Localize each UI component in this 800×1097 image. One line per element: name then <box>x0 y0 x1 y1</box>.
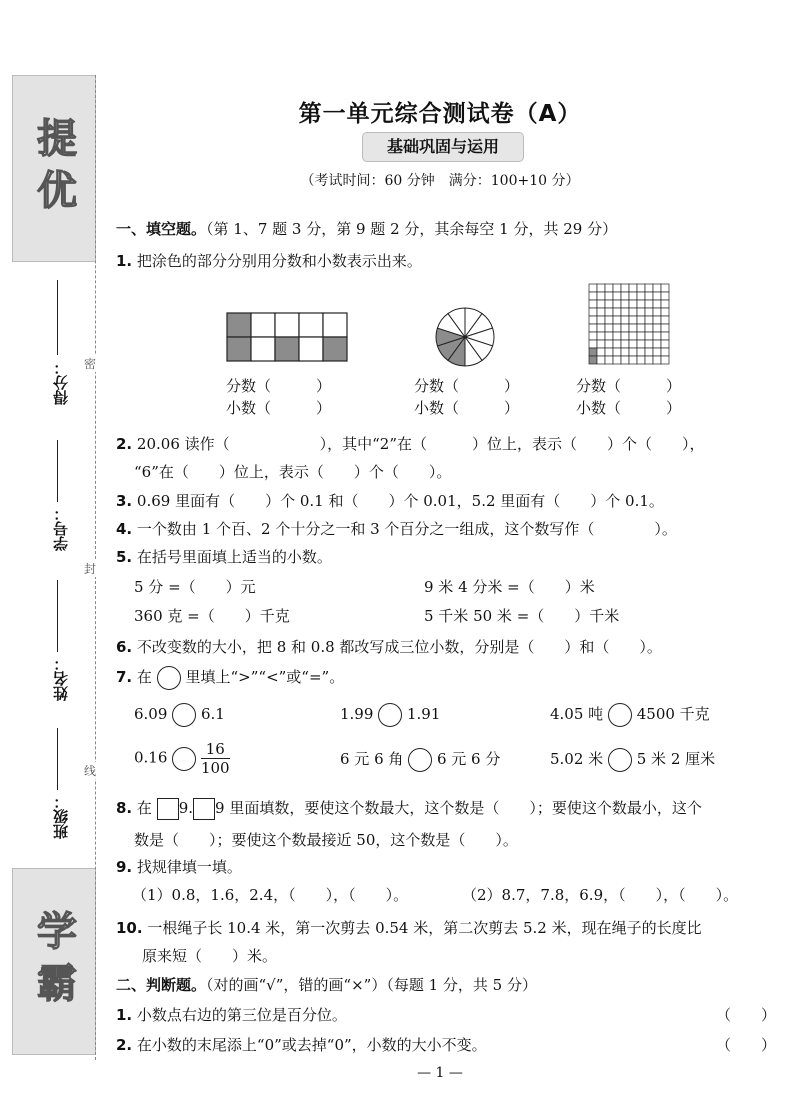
blank-cell <box>645 340 653 348</box>
class-line <box>57 728 58 790</box>
blank-cell <box>589 340 597 348</box>
shaded-cell <box>323 337 347 361</box>
blank-cell <box>589 300 597 308</box>
blank-cell <box>597 300 605 308</box>
student-number-label: 学号： <box>52 506 70 551</box>
compare-circle-icon[interactable] <box>608 703 632 727</box>
q7-prefix: 在 <box>136 668 152 686</box>
q8-line2: 数是（ ）；要使这个数最接近 50，这个数是（ ）。 <box>134 831 518 849</box>
q2-number: 2. <box>116 435 133 453</box>
student-number-field[interactable] <box>30 440 90 570</box>
compare-circle-icon[interactable] <box>172 703 196 727</box>
blank-cell <box>661 284 669 292</box>
seal-mark-feng: 封 <box>84 562 97 576</box>
judge-1-number: 1. <box>116 1006 133 1024</box>
q1-grid-figure <box>588 283 672 367</box>
blank-cell <box>613 292 621 300</box>
q1-c-fraction: 分数（ ） <box>576 377 682 395</box>
judge-item-2[interactable] <box>116 1034 776 1055</box>
blank-cell <box>629 300 637 308</box>
blank-cell <box>605 356 613 364</box>
blank-cell <box>597 348 605 356</box>
q6-number: 6. <box>116 638 133 656</box>
name-field[interactable] <box>30 580 90 720</box>
blank-cell <box>645 292 653 300</box>
q2-line1: 20.06 读作（ ），其中“2”在（ ）位上，表示（ ）个（ ）， <box>136 435 705 453</box>
blank-cell <box>605 340 613 348</box>
blank-cell <box>299 313 323 337</box>
student-number-line <box>57 440 58 502</box>
q10[interactable] <box>116 914 702 970</box>
blank-cell <box>653 356 661 364</box>
q1-circle-figure <box>434 306 496 368</box>
blank-cell <box>629 348 637 356</box>
q3-text: 0.69 里面有（ ）个 0.1 和（ ）个 0.01，5.2 里面有（ ）个 0.1。 <box>136 492 664 510</box>
q7 <box>116 666 344 690</box>
q1-text: 把涂色的部分分别用分数和小数表示出来。 <box>136 252 422 270</box>
name-line <box>57 580 58 652</box>
q7-cmp-2[interactable] <box>340 703 440 727</box>
blank-cell <box>645 332 653 340</box>
blank-cell <box>251 313 275 337</box>
blank-cell <box>613 284 621 292</box>
score-label: 得分： <box>52 360 70 405</box>
section2-note: （对的画“√”，错的画“×”）（每题 1 分，共 5 分） <box>206 976 537 994</box>
q10-line2: 原来短（ ）米。 <box>142 947 278 965</box>
blank-cell <box>613 348 621 356</box>
blank-cell <box>645 348 653 356</box>
blank-cell <box>589 316 597 324</box>
q5-item-3[interactable]: 360 克 =（ ）千克 <box>134 607 290 625</box>
blank-cell <box>637 356 645 364</box>
score-line <box>57 280 58 355</box>
q2[interactable] <box>116 430 705 486</box>
blank-cell <box>621 292 629 300</box>
q4-text: 一个数由 1 个百、2 个十分之一和 3 个百分之一组成，这个数写作（ ）。 <box>136 520 677 538</box>
seal-mark-xian: 线 <box>84 764 97 778</box>
blank-cell <box>605 308 613 316</box>
q1-answer-b[interactable] <box>414 375 519 419</box>
blank-cell <box>613 308 621 316</box>
blank-cell <box>637 340 645 348</box>
q9-part2[interactable]: （2）8.7，7.8，6.9，（ ），（ ）。 <box>462 886 739 904</box>
blank-cell <box>653 316 661 324</box>
compare-circle-icon[interactable] <box>408 748 432 772</box>
blank-cell <box>653 340 661 348</box>
q5-item-4[interactable]: 5 千米 50 米 =（ ）千米 <box>424 607 620 625</box>
blank-cell <box>637 332 645 340</box>
judge-2-answer[interactable]: （ ） <box>715 1036 776 1054</box>
blank-cell <box>323 313 347 337</box>
section1-heading: 一、填空题。 <box>116 220 207 238</box>
q7-fraction <box>201 740 230 777</box>
blank-cell <box>589 308 597 316</box>
q5 <box>116 546 332 567</box>
blank-cell <box>597 284 605 292</box>
blank-cell <box>629 356 637 364</box>
blank-cell <box>637 308 645 316</box>
blank-cell <box>629 324 637 332</box>
bottom-brand-text: 学霸 <box>30 909 77 1014</box>
blank-cell <box>605 284 613 292</box>
blank-cell <box>621 356 629 364</box>
section1-heading-line <box>116 218 617 239</box>
blank-cell <box>605 332 613 340</box>
judge-item-1[interactable] <box>116 1004 776 1025</box>
q9 <box>116 856 242 877</box>
blank-cell <box>629 340 637 348</box>
q9-part1[interactable]: （1）0.8，1.6，2.4，（ ），（ ）。 <box>132 886 409 904</box>
q6[interactable] <box>116 636 662 657</box>
blank-cell <box>637 316 645 324</box>
blank-cell <box>637 324 645 332</box>
shaded-cell <box>589 356 597 364</box>
blank-cell <box>629 308 637 316</box>
q7-1-left: 6.09 <box>134 705 168 723</box>
blank-cell <box>661 324 669 332</box>
blank-cell <box>621 300 629 308</box>
compare-circle-icon[interactable] <box>378 703 402 727</box>
blank-cell <box>629 292 637 300</box>
score-field[interactable] <box>30 280 90 430</box>
blank-cell <box>645 316 653 324</box>
q3-number: 3. <box>116 492 133 510</box>
q1-a-decimal: 小数（ ） <box>226 399 332 417</box>
blank-cell <box>613 332 621 340</box>
q8[interactable] <box>116 792 702 856</box>
blank-cell <box>645 356 653 364</box>
q8-prefix: 在 <box>136 799 152 817</box>
bottom-brand-box <box>12 868 96 1055</box>
q7-3-right: 4500 千克 <box>636 705 710 723</box>
q6-text: 不改变数的大小，把 8 和 0.8 都改写成三位小数，分别是（ ）和（ ）。 <box>136 638 662 656</box>
q7-3-left: 4.05 吨 <box>550 705 604 723</box>
page-title: 第一单元综合测试卷（A） <box>298 101 582 127</box>
q5-item-2[interactable]: 9 米 4 分米 =（ ）米 <box>424 578 595 596</box>
blank-cell <box>629 332 637 340</box>
shaded-cell <box>227 313 251 337</box>
judge-1-text: 小数点右边的第三位是百分位。 <box>136 1006 347 1024</box>
blank-cell <box>597 356 605 364</box>
blank-cell <box>661 316 669 324</box>
blank-cell <box>597 332 605 340</box>
q7-6-right: 5 米 2 厘米 <box>636 750 716 768</box>
q7-2-right: 1.91 <box>406 705 441 723</box>
blank-cell <box>613 340 621 348</box>
blank-cell <box>589 284 597 292</box>
blank-cell <box>653 292 661 300</box>
blank-cell <box>661 356 669 364</box>
q7-cmp-3[interactable] <box>550 703 710 727</box>
q10-line1: 一根绳子长 10.4 米，第一次剪去 0.54 米，第二次剪去 5.2 米，现在绳子的长度比 <box>147 919 702 937</box>
q9-text: 找规律填一填。 <box>136 858 242 876</box>
q1 <box>116 250 422 271</box>
blank-cell <box>299 337 323 361</box>
blank-cell <box>251 337 275 361</box>
blank-cell <box>661 332 669 340</box>
blank-cell <box>637 292 645 300</box>
blank-cell <box>629 284 637 292</box>
q7-suffix: 里填上“>”“<”或“=”。 <box>185 668 345 686</box>
class-field[interactable] <box>30 728 90 863</box>
blank-cell <box>621 316 629 324</box>
q2-line2: “6”在（ ）位上，表示（ ）个（ ）。 <box>134 463 452 481</box>
q3[interactable] <box>116 490 664 511</box>
blank-cell <box>661 292 669 300</box>
blank-cell <box>621 348 629 356</box>
q7-number: 7. <box>116 668 133 686</box>
exam-info: （考试时间：60 分钟 满分：100+10 分） <box>300 173 580 189</box>
q1-answer-c[interactable] <box>576 375 681 419</box>
q7-4-left: 0.16 <box>134 748 168 767</box>
q8-mid1: 9. <box>178 799 194 817</box>
blank-cell <box>605 292 613 300</box>
blank-cell <box>653 332 661 340</box>
q9-number: 9. <box>116 858 133 876</box>
blank-cell <box>645 324 653 332</box>
blank-cell <box>637 300 645 308</box>
blank-cell <box>597 340 605 348</box>
class-label: 班级： <box>52 794 70 839</box>
q4[interactable] <box>116 518 677 539</box>
section2-heading: 二、判断题。 <box>116 976 207 994</box>
judge-2-number: 2. <box>116 1036 133 1054</box>
blank-cell <box>597 308 605 316</box>
q7-2-left: 1.99 <box>340 705 374 723</box>
blank-cell <box>589 324 597 332</box>
q7-cmp-4[interactable] <box>134 740 230 777</box>
blank-cell <box>613 316 621 324</box>
q4-number: 4. <box>116 520 133 538</box>
blank-cell <box>661 340 669 348</box>
shaded-cell <box>227 337 251 361</box>
blank-cell <box>661 300 669 308</box>
blank-cell <box>653 284 661 292</box>
blank-cell <box>645 308 653 316</box>
shaded-cell <box>589 348 597 356</box>
q7-cmp-1[interactable] <box>134 703 225 727</box>
section1-note: （第 1、7 题 3 分，第 9 题 2 分，其余每空 1 分，共 29 分） <box>206 220 618 238</box>
blank-box-icon[interactable] <box>193 798 215 820</box>
blank-cell <box>637 348 645 356</box>
q1-b-decimal: 小数（ ） <box>414 399 520 417</box>
seal-mark-mi: 密 <box>84 357 97 371</box>
q7-cmp-6[interactable] <box>550 748 715 772</box>
blank-cell <box>653 348 661 356</box>
blank-cell <box>661 308 669 316</box>
q8-mid2: 9 里面填数，要使这个数最大，这个数是（ ）；要使这个数最小，这个 <box>215 799 702 817</box>
q7-1-right: 6.1 <box>200 705 225 723</box>
q7-cmp-5[interactable] <box>340 748 500 772</box>
q7-5-left: 6 元 6 角 <box>340 750 404 768</box>
judge-2-text: 在小数的末尾添上“0”或去掉“0”，小数的大小不变。 <box>136 1036 487 1054</box>
blank-cell <box>645 300 653 308</box>
fraction-denominator: 100 <box>200 759 230 777</box>
blank-cell <box>621 284 629 292</box>
blank-cell <box>275 313 299 337</box>
fraction-numerator: 16 <box>201 740 230 759</box>
subtitle-badge: 基础巩固与运用 <box>362 132 524 162</box>
q1-b-fraction: 分数（ ） <box>414 377 520 395</box>
blank-cell <box>621 332 629 340</box>
blank-cell <box>661 348 669 356</box>
blank-cell <box>605 316 613 324</box>
q1-answer-a[interactable] <box>226 375 331 419</box>
blank-cell <box>597 292 605 300</box>
section2-heading-line <box>116 974 537 995</box>
q1-a-fraction: 分数（ ） <box>226 377 332 395</box>
blank-cell <box>621 340 629 348</box>
q1-rectangle-figure <box>226 312 350 362</box>
q5-text: 在括号里面填上适当的小数。 <box>136 548 332 566</box>
top-brand-text: 提优 <box>30 116 77 221</box>
compare-circle-icon[interactable] <box>172 747 196 771</box>
blank-cell <box>653 300 661 308</box>
name-label: 姓名： <box>52 656 70 701</box>
blank-cell <box>653 308 661 316</box>
blank-cell <box>653 324 661 332</box>
blank-cell <box>645 284 653 292</box>
blank-cell <box>613 356 621 364</box>
q1-number: 1. <box>116 252 133 270</box>
blank-cell <box>597 324 605 332</box>
blank-cell <box>637 284 645 292</box>
q7-5-right: 6 元 6 分 <box>436 750 501 768</box>
blank-cell <box>621 324 629 332</box>
compare-circle-icon[interactable] <box>608 748 632 772</box>
blank-cell <box>605 324 613 332</box>
blank-cell <box>629 316 637 324</box>
circle-placeholder-icon <box>157 666 181 690</box>
page-number: — 1 — <box>417 1065 463 1081</box>
blank-cell <box>605 300 613 308</box>
blank-cell <box>597 316 605 324</box>
blank-cell <box>621 308 629 316</box>
blank-cell <box>613 324 621 332</box>
blank-cell <box>589 292 597 300</box>
blank-box-icon[interactable] <box>157 798 179 820</box>
q1-c-decimal: 小数（ ） <box>576 399 682 417</box>
q7-6-left: 5.02 米 <box>550 750 604 768</box>
shaded-cell <box>275 337 299 361</box>
blank-cell <box>613 300 621 308</box>
blank-cell <box>589 332 597 340</box>
q5-number: 5. <box>116 548 133 566</box>
q10-number: 10. <box>116 919 143 937</box>
judge-1-answer[interactable]: （ ） <box>715 1006 776 1024</box>
q8-number: 8. <box>116 799 133 817</box>
blank-cell <box>605 348 613 356</box>
q5-item-1[interactable]: 5 分 =（ ）元 <box>134 578 256 596</box>
